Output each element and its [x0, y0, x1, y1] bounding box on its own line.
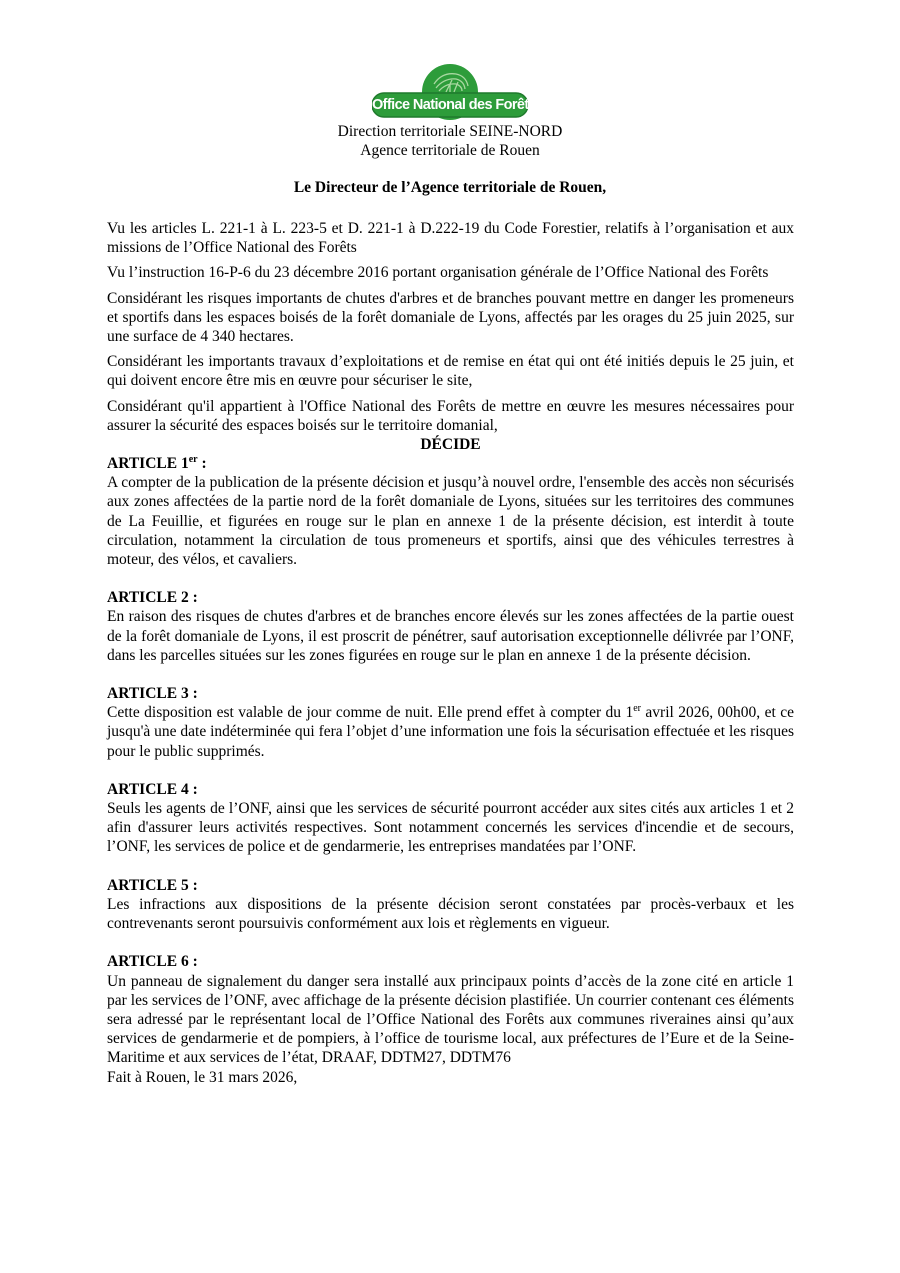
article-heading: ARTICLE 2 : — [107, 589, 198, 607]
article-text: Un panneau de signalement du danger sera installé aux principaux points d’accès de la zone cité en article 1 par les services de l’ONF, avec affichage de la présente décision plastifiée. Un courrier contenant ces éléments sera adressé par le représentant local de l’Office National des Forêts aux communes riveraines ainsi qu’aux services de gendarmerie et de pompiers, à l’office de tourisme local, aux préfectures de l’Eure et de la Seine-Maritime et aux services de l’état, DRAAF, DDTM27, DDTM76 — [107, 972, 794, 1067]
document-body — [107, 219, 794, 1087]
article-heading: ARTICLE 6 : — [107, 953, 198, 971]
consideration-paragraph: Vu l’instruction 16-P-6 du 23 décembre 2016 portant organisation générale de l’Office National des Forêts — [107, 264, 769, 282]
article-heading: ARTICLE 4 : — [107, 780, 198, 798]
article-heading: ARTICLE 3 : — [107, 685, 198, 703]
article-heading-sup: er — [188, 453, 198, 465]
article-text — [107, 703, 794, 761]
article-text-part: Cette disposition est valable de jour comme de nuit. Elle prend effet à compter du 1 — [107, 704, 634, 722]
article-heading: ARTICLE 5 : — [107, 876, 198, 894]
consideration-paragraph: Considérant les importants travaux d’exploitations et de remise en état qui ont été initiés depuis le 25 juin, et qui doivent encore être mis en œuvre pour sécuriser le site, — [107, 353, 794, 390]
article-text: Les infractions aux dispositions de la présente décision seront constatées par procès-verbaux et les contrevenants seront poursuivis conformément aux lois et règlements en vigueur. — [107, 895, 794, 933]
article-heading-suffix: : — [197, 455, 207, 473]
header-agency: Agence territoriale de Rouen — [360, 142, 540, 159]
consideration-paragraph: Considérant les risques importants de chutes d'arbres et de branches pouvant mettre en danger les promeneurs et sportifs dans les espaces boisés de la forêt domaniale de Lyons, affectés par les orages du 25 juin 2025, sur une surface de 4 340 hectares. — [107, 289, 794, 346]
article-text-sup: er — [633, 703, 641, 715]
article-text: A compter de la publication de la présente décision et jusqu’à nouvel ordre, l'ensemble des accès non sécurisés aux zones affectées de la partie nord de la forêt domaniale de Lyons, situées sur les territoires des communes de La Feuillie, et figurées en rouge sur le plan en annexe 1 de la présente décision, est interdit à toute circulation, notamment la circulation de tous promeneurs et sportifs, ainsi que des véhicules terrestres à moteur, des vélos, et cavaliers. — [107, 474, 794, 569]
article-text: En raison des risques de chutes d'arbres et de branches encore élevés sur les zones affectées de la partie ouest de la forêt domaniale de Lyons, il est proscrit de pénétrer, sauf autorisation exceptionnelle délivrée par l’ONF, dans les parcelles situées sur les zones figurées en rouge sur le plan en annexe 1 de la présente décision. — [107, 608, 794, 664]
header-direction: Direction territoriale SEINE-NORD — [337, 123, 563, 140]
decide-heading: DÉCIDE — [420, 436, 481, 454]
article-text: Seuls les agents de l’ONF, ainsi que les services de sécurité pourront accéder aux sites cités aux articles 1 et 2 afin d'assurer leurs activités respectives. Sont notamment concernés les services d'incendie et de secours, l’ONF, les services de police et de gendarmerie, les entreprises mandatées par l’ONF. — [107, 800, 794, 856]
document-header — [0, 122, 900, 160]
logo-text: Office National des Forêts — [372, 97, 537, 113]
document-title: Le Directeur de l’Agence territoriale de Rouen, — [293, 179, 607, 196]
signature-line: Fait à Rouen, le 31 mars 2026, — [107, 1068, 298, 1086]
consideration-paragraph: Considérant qu'il appartient à l'Office National des Forêts de mettre en œuvre les mesures nécessaires pour assurer la sécurité des espaces boisés sur le territoire domanial, — [107, 397, 794, 434]
article-heading — [107, 454, 794, 473]
article-text-part: avril 2026, 00h00, et ce jusqu'à une date indéterminée qui fera l’objet d’une information une fois la sécurisation effectuée et les risques pour le public supprimés. — [107, 704, 794, 760]
consideration-paragraph: Vu les articles L. 221-1 à L. 223-5 et D. 221-1 à D.222-19 du Code Forestier, relatifs à l’organisation et aux missions de l’Office National des Forêts — [107, 220, 794, 257]
onf-logo — [372, 62, 537, 122]
article-heading-label: ARTICLE 1 — [107, 455, 189, 473]
